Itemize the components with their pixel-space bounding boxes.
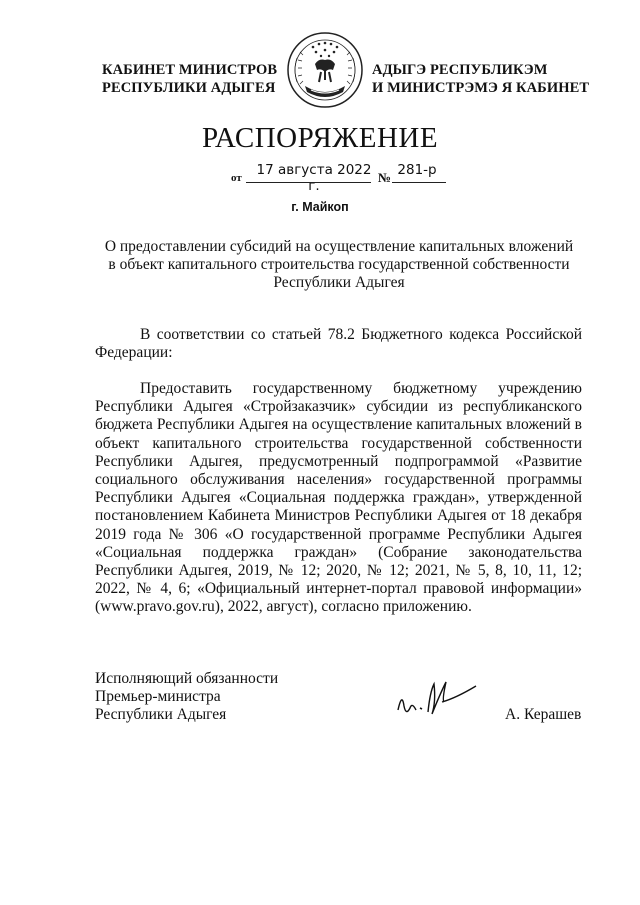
issuer-adyghe-line-1: АДЫГЭ РЕСПУБЛИКЭМ xyxy=(372,62,548,78)
signer-title xyxy=(95,670,278,724)
issuer-line-2: РЕСПУБЛИКИ АДЫГЕЯ xyxy=(102,80,276,96)
issuer-line-1: КАБИНЕТ МИНИСТРОВ xyxy=(102,62,278,78)
document-date: 17 августа 2022 г. xyxy=(256,162,372,194)
body-paragraph-1: В соответствии со статьей 78.2 Бюджетного кодекса Российской Федерации: xyxy=(95,326,582,362)
number-underline xyxy=(392,182,446,183)
date-prefix: от xyxy=(231,172,242,184)
number-prefix: № xyxy=(378,170,392,185)
issuer-name-adyghe xyxy=(372,61,602,97)
signer-title-line-3: Республики Адыгея xyxy=(95,706,227,723)
document-city: г. Майкоп xyxy=(291,200,349,214)
issuer-adyghe-line-2: И МИНИСТРЭМЭ Я КАБИНЕТ xyxy=(372,80,590,96)
signer-title-line-1: Исполняющий обязанности xyxy=(95,670,279,687)
issuer-name-russian xyxy=(102,61,302,97)
coat-of-arms-emblem-icon xyxy=(285,30,365,110)
document-title: РАСПОРЯЖЕНИЕ xyxy=(201,122,439,154)
body-paragraph-2: Предоставить государственному бюджетному учреждению Республики Адыгея «Стройзаказчик» субсидии из республиканского бюджета Республики Адыгея на осуществление капитальных вложений в объект капитального строительства государственной собственности Республики Адыгея, предусмотренный подпрограммой «Развитие социального обслуживания населения» государственной программы Республики Адыгея «Социальная поддержка граждан», утвержденной постановлением Кабинета Министров Республики Адыгея от 18 декабря 2019 года № 306 «О государственной программе Республики Адыгея «Социальная поддержка граждан» (Собрание законодательства Республики Адыгея, 2019, № 12; 2020, № 12; 2021, № 5, 8, 10, 11, 12; 2022, № 4, 6; «Официальный интернет-портал правовой информации» (www.pravo.gov.ru), 2022, август), согласно приложению. xyxy=(95,380,582,616)
date-underline xyxy=(246,182,371,183)
signer-name: А. Керашев xyxy=(505,706,582,723)
document-number: 281-р xyxy=(397,162,437,178)
signer-title-line-2: Премьер-министра xyxy=(95,688,221,705)
handwritten-signature xyxy=(390,672,480,722)
document-subject: О предоставлении субсидий на осуществление капитальных вложений в объект капитального строительства государственной собственности Республики Адыгея xyxy=(104,238,574,291)
